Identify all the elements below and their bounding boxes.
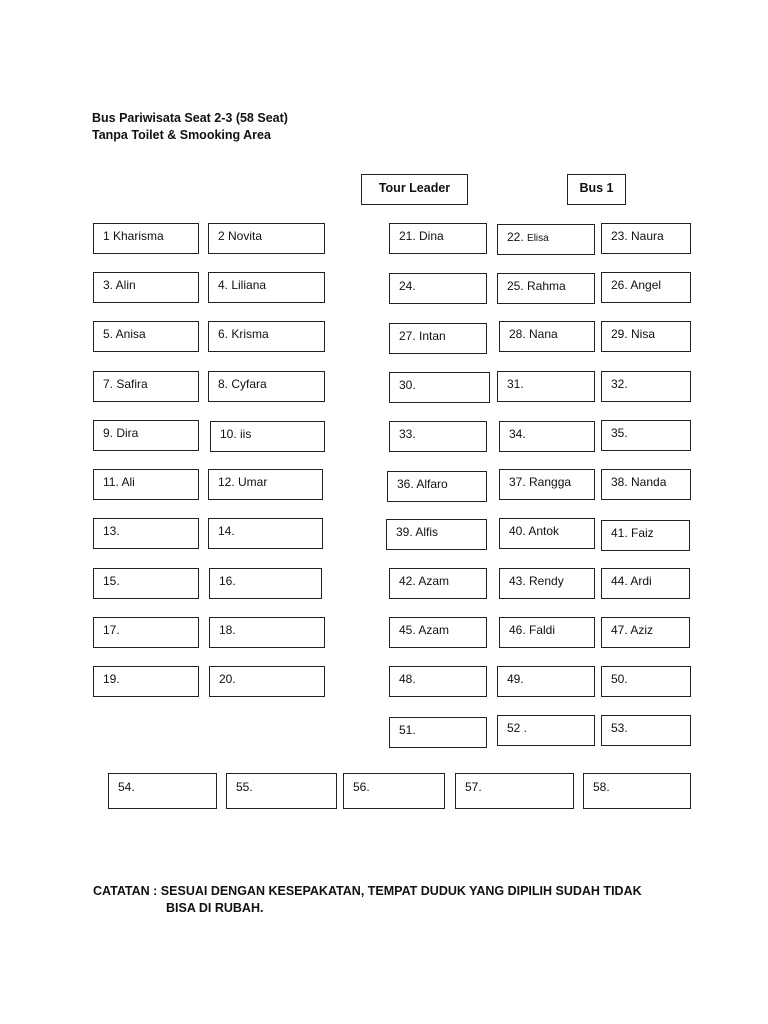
tour-leader-label: Tour Leader	[361, 174, 468, 205]
seat-33[interactable]: 33.	[389, 421, 487, 452]
seat-12[interactable]: 12. Umar	[208, 469, 323, 500]
seat-30[interactable]: 30.	[389, 372, 490, 403]
seat-28[interactable]: 28. Nana	[499, 321, 595, 352]
seat-55[interactable]: 55.	[226, 773, 337, 809]
seat-56[interactable]: 56.	[343, 773, 445, 809]
seat-29[interactable]: 29. Nisa	[601, 321, 691, 352]
seat-16[interactable]: 16.	[209, 568, 322, 599]
title-line-1: Bus Pariwisata Seat 2-3 (58 Seat)	[92, 111, 288, 125]
seat-1[interactable]: 1 Kharisma	[93, 223, 199, 254]
seat-13[interactable]: 13.	[93, 518, 199, 549]
seat-22-name: Elisa	[527, 233, 549, 244]
seat-15[interactable]: 15.	[93, 568, 199, 599]
seat-17[interactable]: 17.	[93, 617, 199, 648]
seat-40[interactable]: 40. Antok	[499, 518, 595, 549]
seat-2[interactable]: 2 Novita	[208, 223, 325, 254]
seat-22[interactable]	[497, 224, 595, 255]
seat-3[interactable]: 3. Alin	[93, 272, 199, 303]
seat-44[interactable]: 44. Ardi	[601, 568, 690, 599]
seat-5[interactable]: 5. Anisa	[93, 321, 199, 352]
seat-20[interactable]: 20.	[209, 666, 325, 697]
seat-49[interactable]: 49.	[497, 666, 595, 697]
seat-7[interactable]: 7. Safira	[93, 371, 199, 402]
seat-38[interactable]: 38. Nanda	[601, 469, 691, 500]
seat-39[interactable]: 39. Alfis	[386, 519, 487, 550]
seat-9[interactable]: 9. Dira	[93, 420, 199, 451]
seat-11[interactable]: 11. Ali	[93, 469, 199, 500]
seat-37[interactable]: 37. Rangga	[499, 469, 595, 500]
title-line-2: Tanpa Toilet & Smooking Area	[92, 128, 271, 142]
seat-27[interactable]: 27. Intan	[389, 323, 487, 354]
seat-26[interactable]: 26. Angel	[601, 272, 691, 303]
seat-50[interactable]: 50.	[601, 666, 691, 697]
seat-31[interactable]: 31.	[497, 371, 595, 402]
seat-35[interactable]: 35.	[601, 420, 691, 451]
seat-46[interactable]: 46. Faldi	[499, 617, 595, 648]
seat-57[interactable]: 57.	[455, 773, 574, 809]
seat-43[interactable]: 43. Rendy	[499, 568, 595, 599]
seat-51[interactable]: 51.	[389, 717, 487, 748]
seat-48[interactable]: 48.	[389, 666, 487, 697]
seat-32[interactable]: 32.	[601, 371, 691, 402]
seat-52[interactable]: 52 .	[497, 715, 595, 746]
note-line-2: BISA DI RUBAH.	[166, 901, 264, 915]
seat-58[interactable]: 58.	[583, 773, 691, 809]
seat-53[interactable]: 53.	[601, 715, 691, 746]
seat-24[interactable]: 24.	[389, 273, 487, 304]
seat-10[interactable]: 10. iis	[210, 421, 325, 452]
bus-label: Bus 1	[567, 174, 626, 205]
seat-6[interactable]: 6. Krisma	[208, 321, 325, 352]
seat-21[interactable]: 21. Dina	[389, 223, 487, 254]
seat-34[interactable]: 34.	[499, 421, 595, 452]
seat-19[interactable]: 19.	[93, 666, 199, 697]
seat-54[interactable]: 54.	[108, 773, 217, 809]
seat-47[interactable]: 47. Aziz	[601, 617, 690, 648]
seat-22-number: 22.	[507, 230, 524, 244]
seat-42[interactable]: 42. Azam	[389, 568, 487, 599]
seat-41[interactable]: 41. Faiz	[601, 520, 690, 551]
seat-14[interactable]: 14.	[208, 518, 323, 549]
seat-18[interactable]: 18.	[209, 617, 325, 648]
seat-25[interactable]: 25. Rahma	[497, 273, 595, 304]
seat-45[interactable]: 45. Azam	[389, 617, 487, 648]
note-line-1: CATATAN : SESUAI DENGAN KESEPAKATAN, TEMPAT DUDUK YANG DIPILIH SUDAH TIDAK	[93, 884, 642, 898]
seat-23[interactable]: 23. Naura	[601, 223, 691, 254]
seat-36[interactable]: 36. Alfaro	[387, 471, 487, 502]
seat-4[interactable]: 4. Liliana	[208, 272, 325, 303]
seat-8[interactable]: 8. Cyfara	[208, 371, 325, 402]
